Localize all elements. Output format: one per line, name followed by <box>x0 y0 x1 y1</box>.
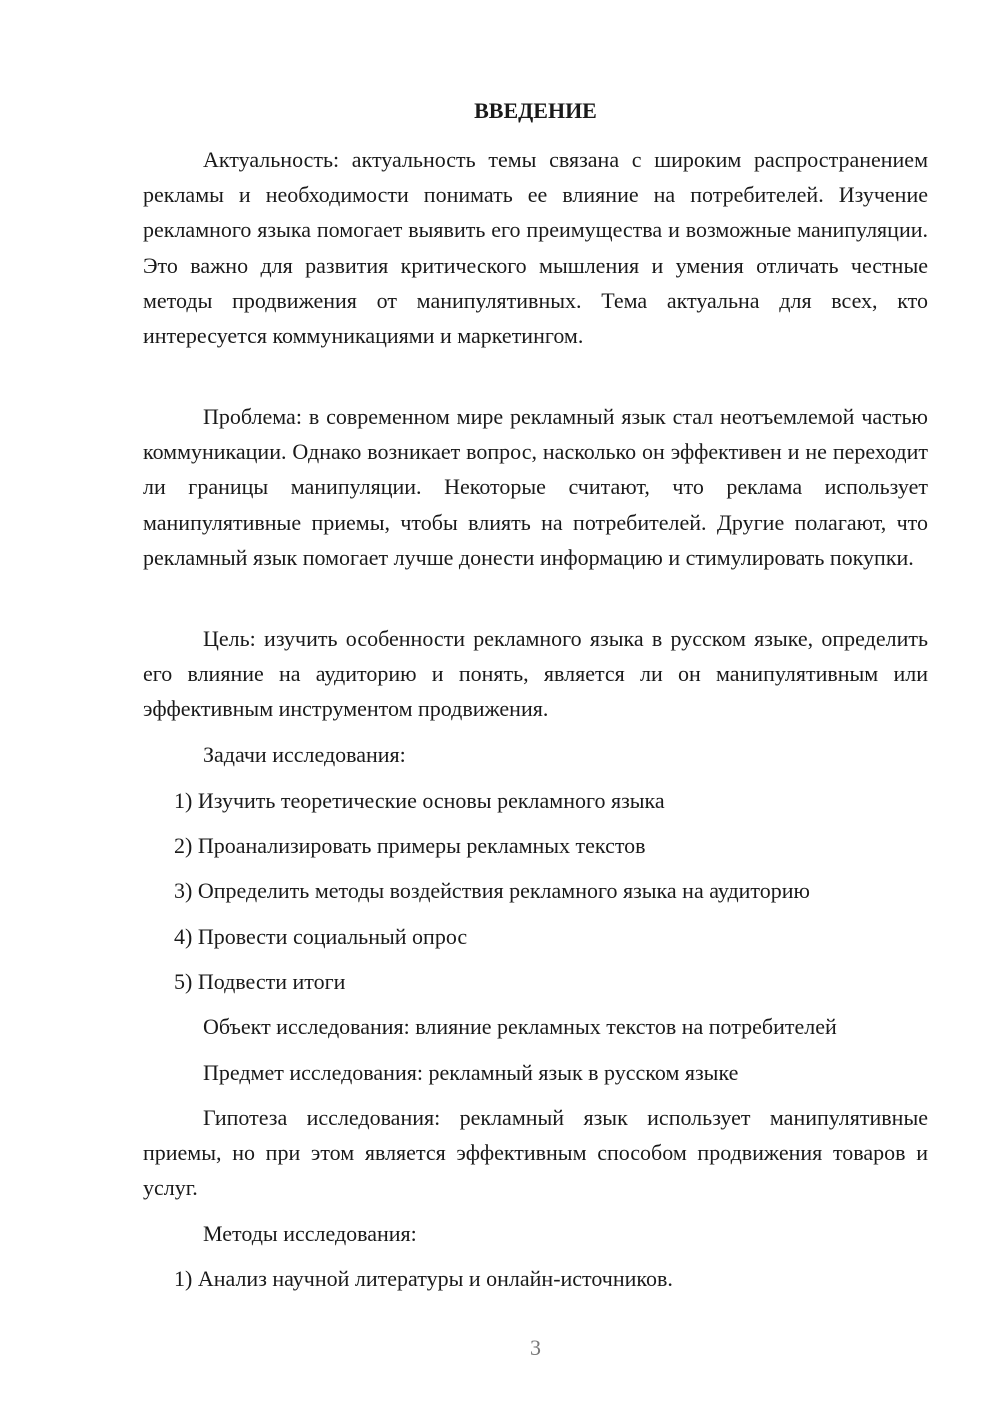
paragraph-subject: Предмет исследования: рекламный язык в русском языке <box>203 1060 739 1085</box>
paragraph-hypothesis: Гипотеза исследования: рекламный язык использует манипулятивные приемы, но при этом является эффективным способом продвижения товаров и услуг. <box>143 1105 928 1201</box>
paragraph-goal: Цель: изучить особенности рекламного языка в русском языке, определить его влияние на аудиторию и понять, является ли он манипулятивным или эффективным инструментом продвижения. <box>143 626 928 722</box>
tasks-heading: Задачи исследования: <box>203 742 406 767</box>
paragraph-problem: Проблема: в современном мире рекламный язык стал неотъемлемой частью коммуникации. Однако возникает вопрос, насколько он эффективен и не переходит ли границы манипуляции. Некоторые считают, что реклама использует манипулятивные приемы, чтобы влиять на потребителей. Другие полагают, что рекламный язык помогает лучше донести информацию и стимулировать покупки. <box>143 404 928 570</box>
document-page <box>143 0 928 1414</box>
page-number: 3 <box>530 1335 541 1360</box>
task-item-4: 4) Провести социальный опрос <box>174 924 468 949</box>
task-item-1: 1) Изучить теоретические основы рекламного языка <box>174 788 665 813</box>
method-item-1: 1) Анализ научной литературы и онлайн-источников. <box>174 1266 673 1291</box>
task-item-3: 3) Определить методы воздействия рекламного языка на аудиторию <box>174 878 810 903</box>
task-item-5: 5) Подвести итоги <box>174 969 346 994</box>
methods-heading: Методы исследования: <box>203 1221 417 1246</box>
section-title: ВВЕДЕНИЕ <box>474 98 597 123</box>
task-item-2: 2) Проанализировать примеры рекламных текстов <box>174 833 646 858</box>
paragraph-object: Объект исследования: влияние рекламных текстов на потребителей <box>203 1014 837 1039</box>
paragraph-relevance: Актуальность: актуальность темы связана с широким распространением рекламы и необходимости понимать ее влияние на потребителей. Изучение рекламного языка помогает выявить его преимущества и возможные манипуляции. Это важно для развития критического мышления и умения отличать честные методы продвижения от манипулятивных. Тема актуальна для всех, кто интересуется коммуникациями и маркетингом. <box>143 147 928 349</box>
